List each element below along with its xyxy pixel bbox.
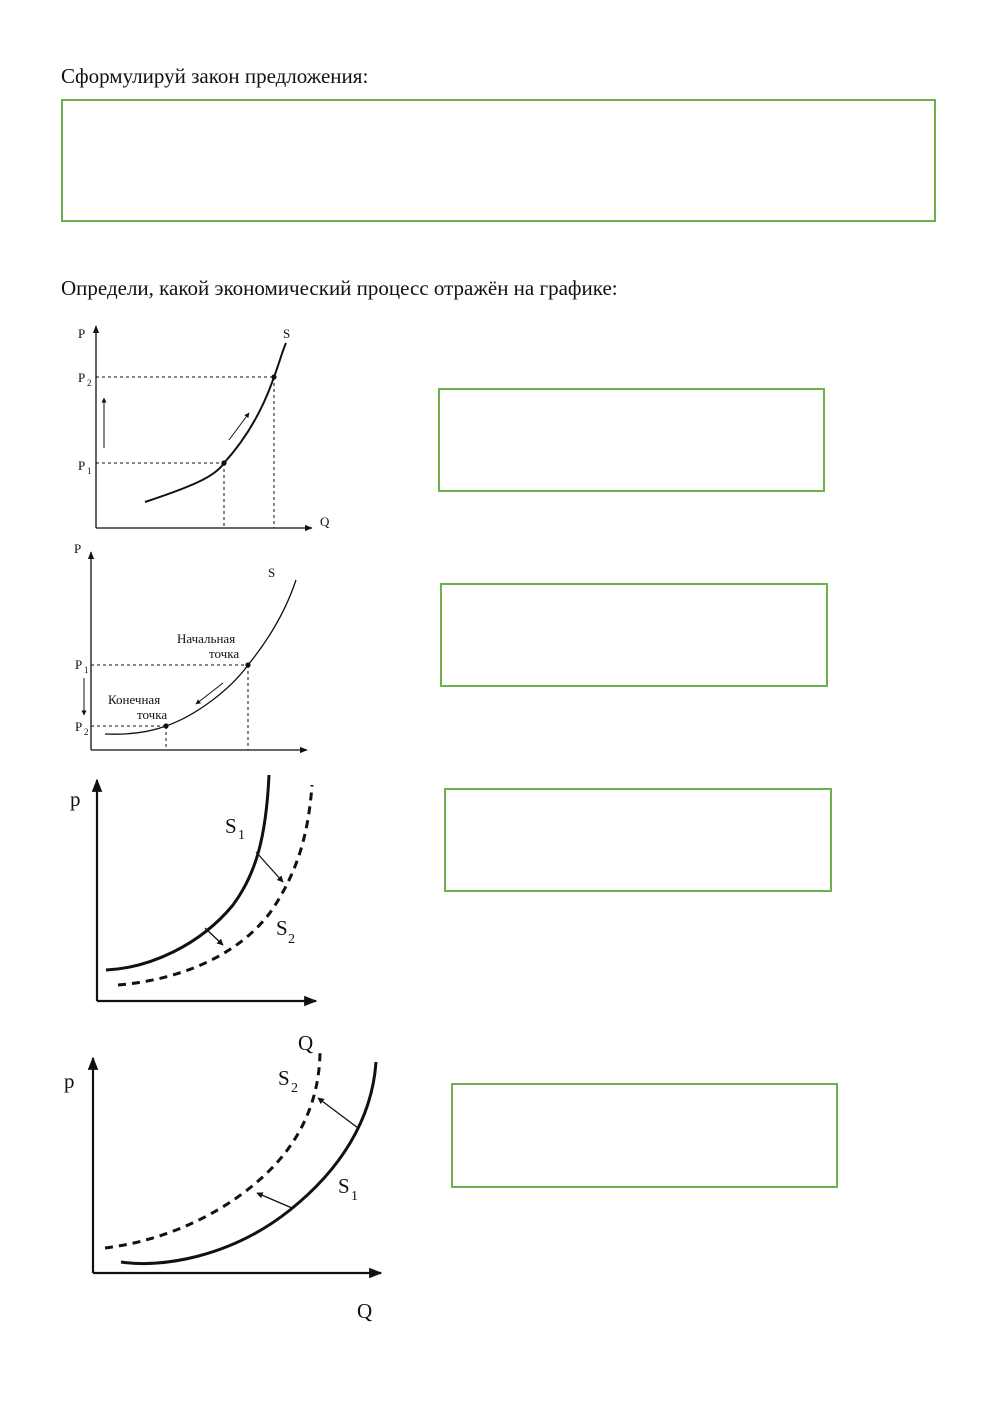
graph1-curve-label: S <box>283 326 291 341</box>
graph2-supply-curve <box>105 580 296 734</box>
graph4-supply-decrease-shift <box>64 1031 381 1323</box>
graph2-supply-movement-down <box>74 541 307 750</box>
graph1-p2-subscript: 2 <box>87 378 92 388</box>
graph2-move-along-arrow <box>196 683 223 704</box>
graph3-shift-arrow-upper <box>256 852 283 882</box>
graph4-curve-s1 <box>121 1062 376 1264</box>
graph4-s1-subscript: 1 <box>351 1189 358 1204</box>
graph1-supply-movement-up <box>78 326 330 529</box>
graph1-p1-label: P <box>78 458 86 473</box>
graph4-s2-label: S <box>278 1066 290 1090</box>
graph2-end-point <box>163 723 168 728</box>
graph2-end-label-line2: точка <box>137 707 168 722</box>
graph1-point-p2 <box>271 374 276 379</box>
graph4-s1-label: S <box>338 1174 350 1198</box>
graph4-s2-subscript: 2 <box>291 1081 298 1096</box>
graph2-curve-label: S <box>268 565 276 580</box>
graph1-point-p1 <box>221 460 226 465</box>
graph1-p2-label: P <box>78 370 86 385</box>
graph2-start-label-line1: Начальная <box>177 631 236 646</box>
graph3-s2-label: S <box>276 916 288 940</box>
graph2-p1-subscript: 1 <box>84 665 89 675</box>
graph1-x-label: Q <box>320 514 330 529</box>
task1-prompt: Сформулируй закон предложения: <box>61 64 369 88</box>
task2-prompt: Определи, какой экономический процесс отражён на графике: <box>61 276 618 300</box>
graph2-p1-label: P <box>75 657 83 672</box>
graph3-s1-subscript: 1 <box>238 828 245 843</box>
graph3-s2-subscript: 2 <box>288 932 295 947</box>
graph3-s1-label: S <box>225 814 237 838</box>
graph3-y-label: p <box>70 787 81 811</box>
graph4-y-label: p <box>64 1069 75 1093</box>
graph2-start-point <box>245 662 250 667</box>
graph2-y-label: P <box>74 541 82 556</box>
graph4-shift-arrow-upper <box>318 1098 358 1128</box>
graph3-curve-s2 <box>118 785 312 985</box>
graph1-supply-curve <box>145 343 286 502</box>
graph4-x-label: Q <box>357 1299 373 1323</box>
graph2-p2-subscript: 2 <box>84 727 89 737</box>
graph1-p1-subscript: 1 <box>87 466 92 476</box>
graph4-top-label: Q <box>298 1031 314 1055</box>
graph1-y-label: P <box>78 326 86 341</box>
graph3-supply-increase-shift <box>70 775 316 1001</box>
graph2-p2-label: P <box>75 719 83 734</box>
graph3-curve-s1 <box>106 775 269 970</box>
graph2-start-label-line2: точка <box>209 646 240 661</box>
graph2-end-label-line1: Конечная <box>108 692 161 707</box>
graph3-shift-arrow-lower <box>205 928 223 945</box>
graph4-shift-arrow-lower <box>257 1193 292 1208</box>
